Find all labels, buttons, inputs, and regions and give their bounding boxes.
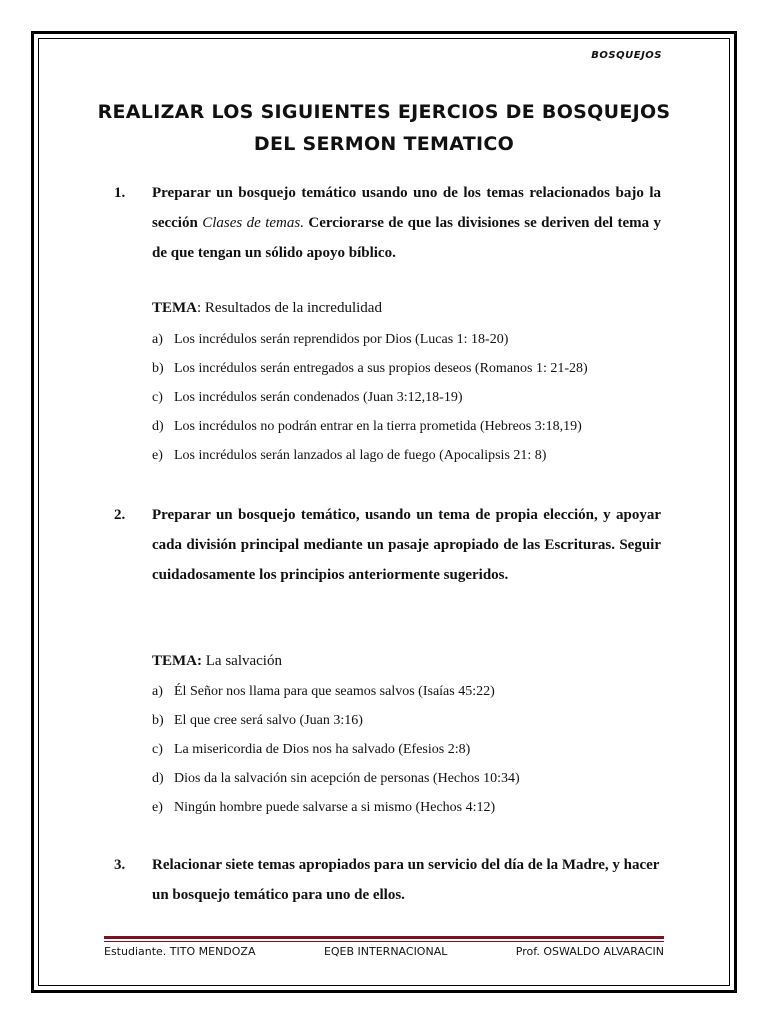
list-item — [152, 446, 588, 475]
list-text: Ningún hombre puede salvarse a si mismo (Hechos 4:12) — [174, 800, 496, 815]
list-letter: b) — [152, 361, 164, 376]
footer — [104, 945, 664, 958]
footer-institution: EQEB INTERNACIONAL — [323, 945, 448, 958]
list-item — [152, 417, 588, 446]
list-text: Él Señor nos llama para que seamos salvos (Isaías 45:22) — [174, 684, 495, 699]
tema-text: La salvación — [202, 653, 282, 669]
list-item — [152, 330, 588, 359]
question-text-part: Preparar un bosquejo temático usando uno de los temas relacionados bajo la sección — [152, 185, 661, 231]
footer-rule-thin — [104, 941, 664, 942]
question-number: 2. — [114, 507, 126, 523]
list-item — [152, 798, 520, 827]
list-letter: e) — [152, 448, 163, 463]
footer-professor: Prof. OSWALDO ALVARACIN — [515, 945, 664, 958]
tema-list-1 — [152, 330, 588, 475]
list-item — [152, 388, 588, 417]
list-text: Los incrédulos serán condenados (Juan 3:12,18-19) — [174, 390, 463, 405]
list-letter: d) — [152, 771, 164, 786]
tema-label: TEMA — [152, 300, 197, 316]
header-tag: BOSQUEJOS — [591, 50, 662, 61]
footer-rule-thick — [104, 936, 664, 939]
question-text-part: Cerciorarse de que las divisiones se deriven del tema y de que tengan un sólido apoyo bíblico. — [152, 215, 661, 261]
tema-text: : Resultados de la incredulidad — [197, 300, 382, 316]
question-text-italic: Clases de temas. — [202, 215, 304, 231]
list-text: La misericordia de Dios nos ha salvado (Efesios 2:8) — [174, 742, 471, 757]
list-text: El que cree será salvo (Juan 3:16) — [174, 713, 363, 728]
page-title — [60, 96, 708, 160]
list-letter: b) — [152, 713, 164, 728]
list-text: Los incrédulos no podrán entrar en la tierra prometida (Hebreos 3:18,19) — [174, 419, 582, 434]
question-2 — [114, 500, 661, 590]
question-3 — [114, 850, 661, 910]
list-letter: a) — [152, 684, 163, 699]
list-item — [152, 682, 520, 711]
question-text: Relacionar siete temas apropiados para un servicio del día de la Madre, y hacer un bosquejo temático para uno de ellos. — [152, 857, 660, 903]
list-item — [152, 769, 520, 798]
tema-heading-1 — [152, 300, 382, 317]
list-letter: c) — [152, 742, 163, 757]
list-item — [152, 711, 520, 740]
question-number: 3. — [114, 857, 126, 873]
list-text: Dios da la salvación sin acepción de personas (Hechos 10:34) — [174, 771, 520, 786]
list-item — [152, 359, 588, 388]
list-text: Los incrédulos serán reprendidos por Dios (Lucas 1: 18-20) — [174, 332, 509, 347]
tema-heading-2 — [152, 653, 282, 670]
title-line-1: REALIZAR LOS SIGUIENTES EJERCIOS DE BOSQUEJOS — [97, 101, 671, 123]
question-text: Preparar un bosquejo temático, usando un tema de propia elección, y apoyar cada división principal mediante un pasaje apropiado de las Escrituras. Seguir cuidadosamente los principios anteriormente sugeridos. — [152, 507, 661, 583]
title-line-2: DEL SERMON TEMATICO — [253, 133, 515, 155]
tema-list-2 — [152, 682, 520, 827]
list-letter: c) — [152, 390, 163, 405]
list-item — [152, 740, 520, 769]
list-text: Los incrédulos serán lanzados al lago de fuego (Apocalipsis 21: 8) — [174, 448, 547, 463]
question-text — [152, 178, 661, 268]
list-letter: d) — [152, 419, 164, 434]
question-number: 1. — [114, 185, 126, 201]
footer-student: Estudiante. TITO MENDOZA — [104, 945, 256, 958]
list-letter: e) — [152, 800, 163, 815]
list-letter: a) — [152, 332, 163, 347]
list-text: Los incrédulos serán entregados a sus propios deseos (Romanos 1: 21-28) — [174, 361, 588, 376]
question-1 — [114, 178, 661, 268]
tema-label: TEMA: — [152, 653, 202, 669]
